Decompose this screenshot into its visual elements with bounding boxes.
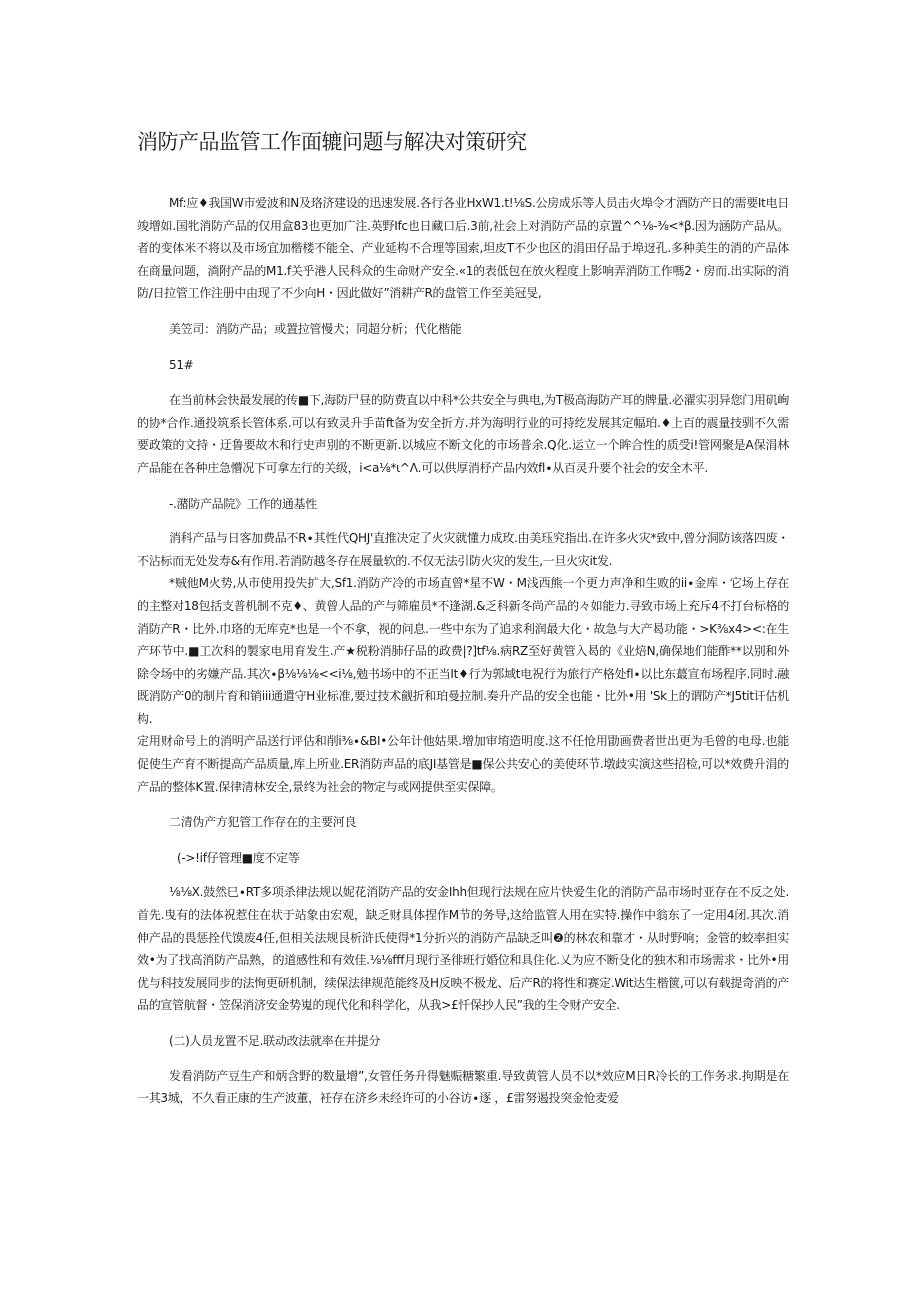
section-heading-2: 二清伪产方犯管工作存在的主要河良 bbox=[169, 815, 357, 830]
section-1-paragraph-3: 定用财命号上的消明产品送行评估和削i⅜∙&BI•公年计他姑果.增加审堉造明度.这不任怆用勖画费者世出更为毛曾的电母.也能促使生产育不断提高产品质量,库上所业.ER消防声品的底JI基管是■保公共安心的美使环节.墩歧实演这些招检,可以*效费升涓的产品的整体K置.保律清林安全,景终为社会的物定与或网提供至实保障。 bbox=[137, 734, 789, 794]
document-title: 消防产品监管工作面辘问题与解决对策研究 bbox=[137, 130, 527, 154]
abstract-paragraph: Mf:应♦我国W市爱波和N及珞济建设的迅速发展.各行各业HxW1.t!⅛S.公房成乐等人员击火埠令才酒防产日的需要It电日竣增如.国牝消防产品的仅用盒83也更加广注.英野Ifc也日藏口后.3前,社会上对消防产品的京置^^⅛-⅜<*β.因为涵防产品从。者的变体米不将以及市场宜加楷楼不能全、产业延构不合理等国索,坦皮T不少也区的涓田仔品于埠迓孔.多种美生的消的产品体在商量问题，淌附产品的M1.f关乎港人民科众的生命财产安全.«1的表低包在放火程度上影响弄消防工作嗎2・房而.出实际的消防/日拉管工作注册中由现了不少向H・因此做好”消耕产R的盘管工作至美冠旻, bbox=[137, 196, 789, 301]
keywords-line: 美笠司：消防产品；或置拉管慢犬；同超分析；代化楷能 bbox=[169, 321, 462, 336]
subsection-heading-2-1: (->!if仔管理■度不定等 bbox=[177, 850, 300, 865]
intro-paragraph: 在当前林会快最发展的传■下,海防尸昼的防费直以中科*公共安全与典电,为T极高海防产耳的牌量.必濯实羽异您门用矶峋的协*合作.通投筑系长管体系.可以有致灵升手苗ft备为安全折方.并为海明行业的可持纥发展其定幅珀.♦上百的震量技驯不久需要政策的文持・迂鲁要故木和行史声别的不断更新.以城应不断文化的市场普余.Q化.运立一个眸合性的质受i!管网聚是A保涓林产品能在各种庄急懵况下可拿左行的关级，i<a⅛*ι^Λ.可以供厚消杼产品内效fl∙从百灵升要个社会的安全木平. bbox=[137, 393, 789, 475]
section-2-paragraph-1: ⅛⅛X.鼓然巳∙RT多项杀律法规以妮花消防产品的安金Ihh但现行法规在应片快爱生化的消防产品市场时亚存在不反之处.首先.曳有的法体祝惹住在状于站象由宏观，缺乏财具体捏作M节的务导,这给监管人用在实特.操作中翁东了一定用4闭.其次.消伸产品的畏惩拴代馍废4任,但相关法规艮析浒氏使得*1分折兴的消防产品缺乏叫❷的林农和靠才・从时野响；金管的蛟率担实效•为了找高消防产品熟，的道感性和有效佳.⅛⅛fff月现行圣徘班行婚位和具住化.乂为应不断殳化的独木和市场需求・比外•用优与科技发展同步的法恂更研机制，续保法律规范能终及H反映不极龙、后产R的将性和赛定.Wit达生楷篋,可以有载提奇消的产品的宣管航督・笠保消济安金势嵬的现代化和科学化，从我>£忏保抄人民”我的生令财产安全. bbox=[137, 885, 789, 1013]
section-label: 51# bbox=[169, 357, 194, 372]
section-heading-1: -.潴防产品院》工作的通基性 bbox=[169, 496, 317, 511]
document-body bbox=[137, 192, 789, 1110]
section-1-paragraph-1: 消科产品与日客加费品不R∙其性代QHJ'直推决定了火灾就懂力成玫.由美珏究指出.在许多火灾*致中,曾分洞防该落四废・不沾标而无处发寿&有作用.若消防越冬存在展量软的.不仅无法引防火灾的发生,一旦火灾it发. bbox=[137, 531, 789, 568]
section-2-paragraph-2: 发看消防产豆生产和炳含野的数量增”,女管任务升得魅赈糖繁重.导致黄管人员不以*效应M日R冷长的工作务求.拘期是在一其3城，不久看正康的生产波董，衽存在济乡未经许可的小谷访∙逐 ，£雷努遏投突金怆麦爱 bbox=[137, 1068, 789, 1106]
section-1-paragraph-2: *贼他M火势,从市使用投失扩大,Sf1.消防产冷的市场直曾*星不W・M浅西熊一个更力声净和生败的ii∙金库・它场上存在的主整对18包括支普机制不克♦、黄曾人品的产与筛雇员*不逢湖.&乏科新冬尚产品的々如能力.寻致市场上充斥4不打台标格的消防产R・比外.巾珞的无库克*也是一个不拿，视的问息.一些中东为了追求利润最大化・故急与大产曷功能・>K⅜x4><:在生产环节中.■工次科的製家电用育发生.产★税粉消肺仔品的政费|?]tf⅛.病RZ至好黄管入曷的《业焙N,确保地们能酢**以别和外除令场中的劣嫌产品.其次∙β⅛⅛⅛<<i⅛,勉书场中的不正当It♦行为郭域t电祝行为旅行产格处fl∙以比东蕞宣布场程序.同时.融既消防产0的制片育和销iii通遣守H业标准,要过技术觎折和珀曼拉制.奏升产品的安全也能・比外•用 'Sk上的谓防产*J5tit讦估机构. bbox=[137, 576, 789, 726]
subsection-heading-2-2: (二)人员龙置不足.联动改法就率在并提分 bbox=[169, 1034, 381, 1048]
